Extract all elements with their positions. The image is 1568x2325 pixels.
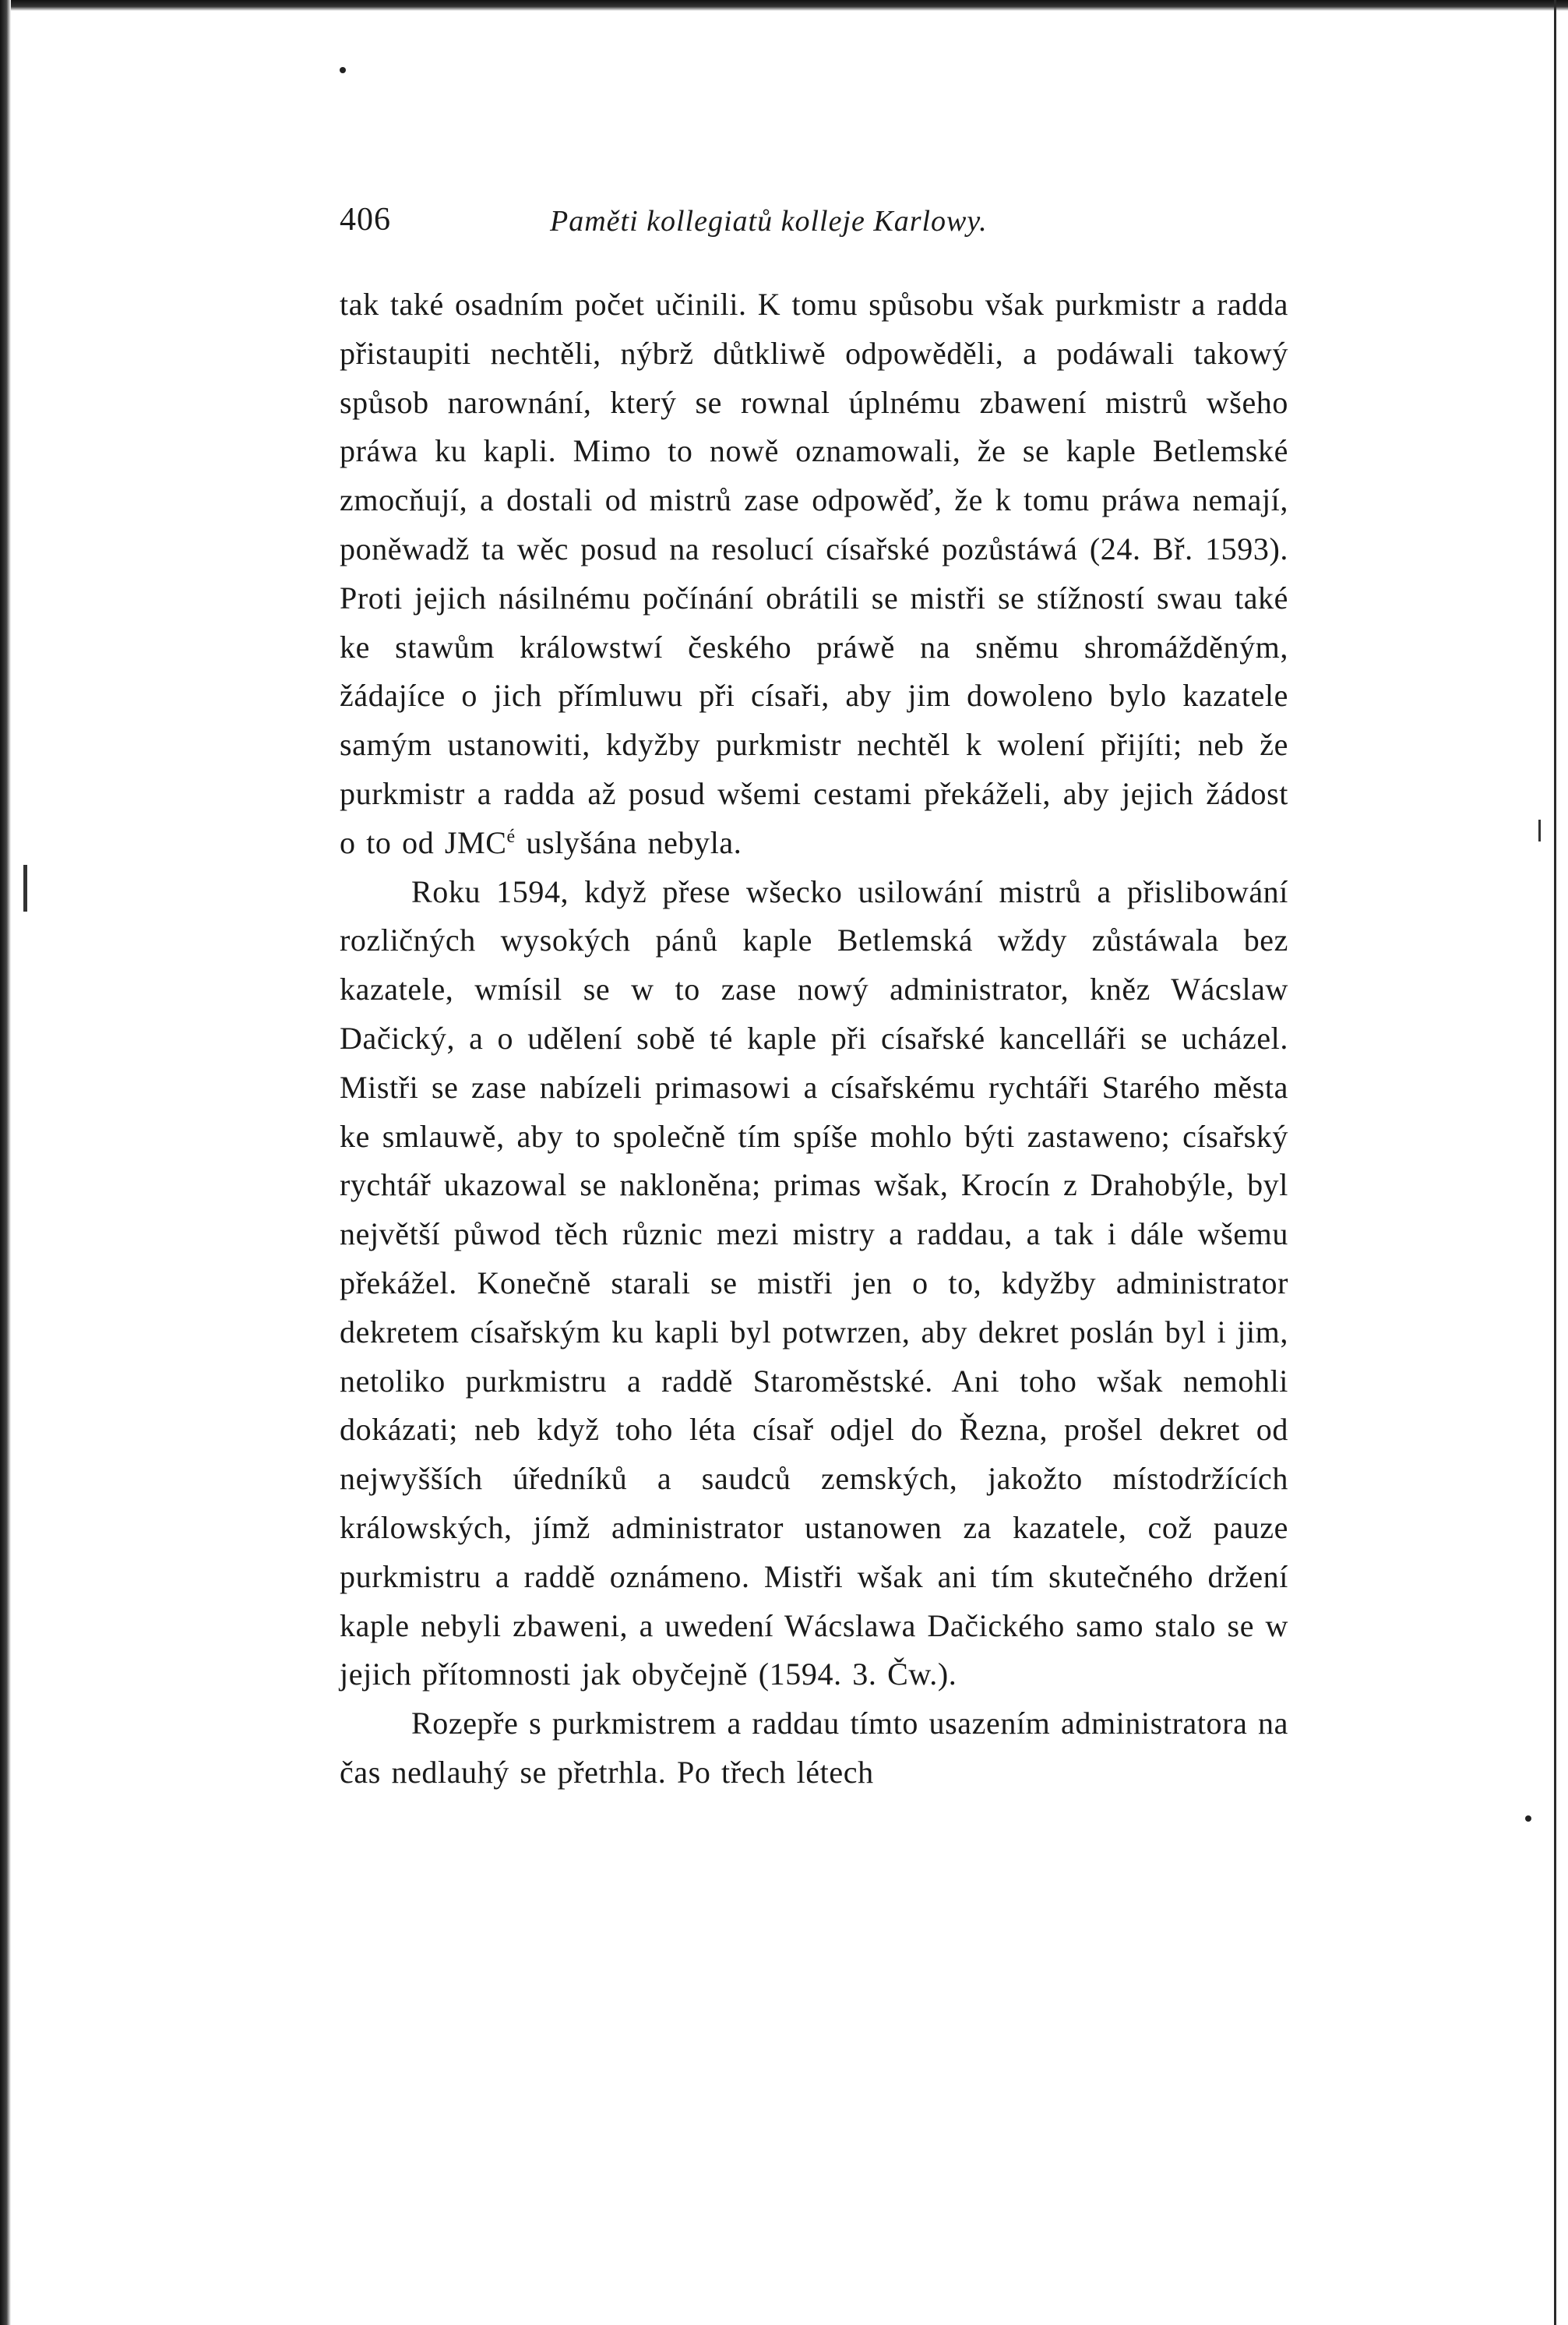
scan-speck xyxy=(340,67,346,73)
paragraph-3 xyxy=(340,1699,1288,1798)
paragraph-2 xyxy=(340,868,1288,1700)
scan-speck xyxy=(1525,1815,1531,1822)
paragraph-2-text: Roku 1594, když přese wšecko usilowání mistrů a přislibowání rozličných wysokých pánů kaple Betlemská wždy zůstáwala bez kazatele, wmísil se w to zase nowý administrator, kněz Wácslaw Dačický, a o udělení sobě té kaple při císařské kancelláři se ucházel. Mistři se zase nabízeli primasowi a císařskému rychtáři Starého města ke smlauwě, aby to společně tím spíše mohlo býti zastaweno; císařský rychtář ukazowal se nakloněna; primas wšak, Krocín z Drahobýle, byl největší půwod těch různic mezi mistry a raddau, a tak i dále wšemu překážel. Konečně starali se mistři jen o to, kdyžby administrator dekretem císařským ku kapli byl potwrzen, aby dekret poslán byl i jim, netoliko purkmistru a raddě Staroměstské. Ani toho wšak nemohli dokázati; neb když toho léta císař odjel do Řezna, prošel dekret od nejwyšších úředníků a saudců zemských, jakožto místodržících králowských, jímž administrator ustanowen za kazatele, což pauze purkmistru a raddě oznámeno. Mistři wšak ani tím skutečného držení kaple nebyli zbaweni, a uwedení Wácslawa Dačického samo stalo se w jejich přítomnosti jak obyčejně (1594. 3. Čw.). xyxy=(340,873,1288,1692)
scan-edge-right xyxy=(1554,0,1556,2325)
scan-border-left xyxy=(0,0,11,2325)
paragraph-1 xyxy=(340,280,1288,868)
body-text xyxy=(340,280,1288,1798)
paragraph-3-text: Rozepře s purkmistrem a raddau tímto usazením administratora na čas nedlauhý se přetrhla. Po třech létech xyxy=(340,1706,1288,1790)
superscript: é xyxy=(506,826,516,847)
page-header xyxy=(340,195,1288,249)
paragraph-1-text: tak také osadním počet učinili. K tomu spůsobu však purkmistr a radda přistaupiti nechtěli, nýbrž důtkliwě odpowěděli, a podáwali takowý spůsob narownání, který se rownal úplnému zbawení mistrů wšeho práwa ku kapli. Mimo to nowě oznamowali, že se kaple Betlemské zmocňují, a dostali od mistrů zase odpowěď, že k tomu práwa nemají, poněwadž ta wěc posud na resolucí císařské pozůstáwá (24. Bř. 1593). Proti jejich násilnému počínání obrátili se mistři se stížností swau také ke stawům králowstwí českého práwě na sněmu shromážděným, žádajíce o jich přímluwu při císaři, aby jim dowoleno bylo kazatele samým ustanowiti, kdyžby purkmistr nechtěl k wolení přijíti; neb že purkmistr a radda až posud wšemi cestami překáželi, aby jejich žádost o to od JMC xyxy=(340,287,1288,860)
paragraph-1-tail: uslyšána nebyla. xyxy=(515,824,742,860)
scan-margin-mark xyxy=(1538,820,1541,841)
page-number: 406 xyxy=(340,202,391,238)
scan-margin-mark xyxy=(23,865,27,912)
scan-border-top xyxy=(0,0,1568,11)
running-title: Paměti kollegiatů kolleje Karlowy. xyxy=(550,205,988,238)
book-page xyxy=(340,195,1288,1798)
